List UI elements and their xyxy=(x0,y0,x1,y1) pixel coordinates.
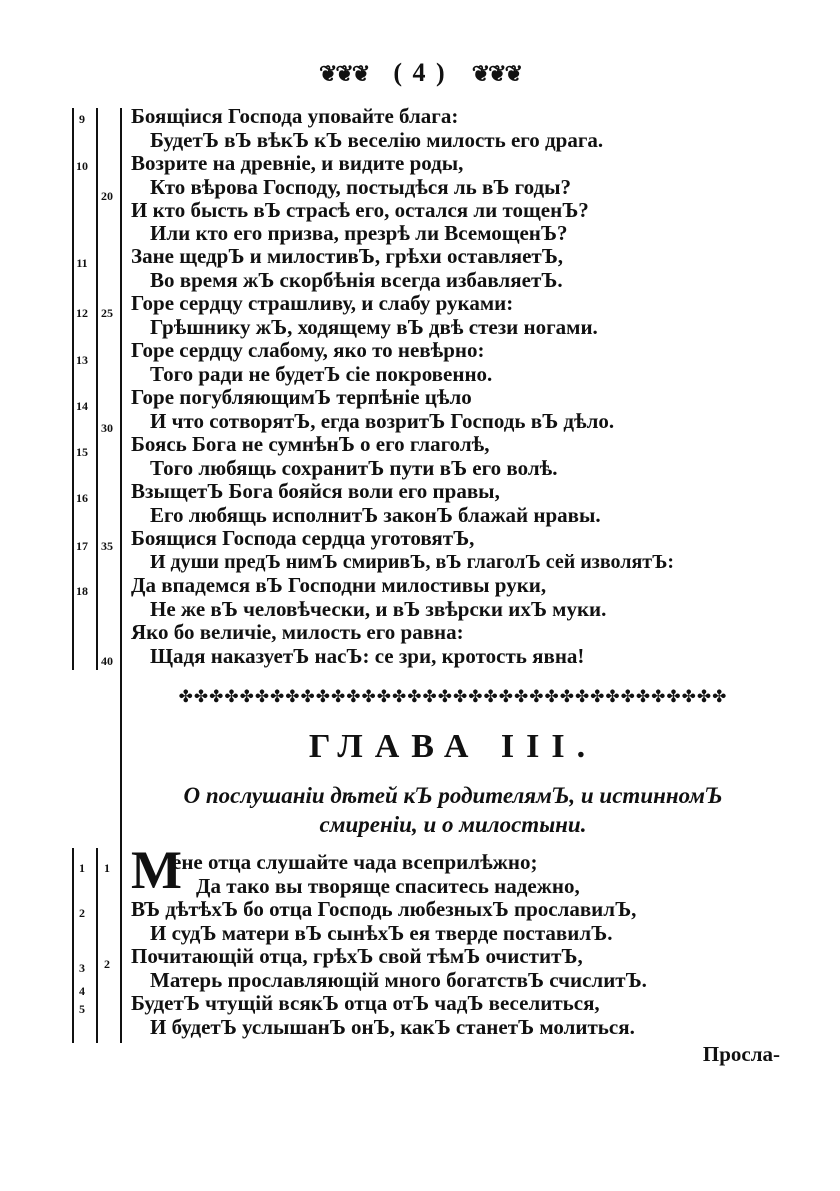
poem-line: И что сотворятЪ, егда возритЪ Господь вЪ дѣло. xyxy=(150,409,615,433)
drop-capital: М xyxy=(131,840,182,900)
verse-number: 3 xyxy=(79,961,85,975)
chapter-line: Почитающій отца, грѣхЪ свой тѣмЪ очиститЪ, xyxy=(131,944,583,968)
chapter-subtitle-line1: О послушаніи дѣтей кЪ родителямЪ, и истинномЪ xyxy=(183,783,723,808)
verse-number: 14 xyxy=(76,399,88,413)
poem-line: БудетЪ вЪ вѣкЪ кЪ веселію милость его драга. xyxy=(150,128,604,152)
verse-number: 9 xyxy=(79,112,85,126)
line-number: 40 xyxy=(101,654,113,668)
poem-line: Возрите на древніе, и видите роды, xyxy=(131,151,464,175)
verse-number: 13 xyxy=(76,353,88,367)
poem-line: Боясь Бога не сумнѣнЪ о его глаголѣ, xyxy=(131,432,490,456)
verse-number: 18 xyxy=(76,584,88,598)
chapter-title: ГЛАВА III. xyxy=(308,728,598,765)
poem-line: Кто вѣрова Господу, постыдѣся ль вЪ годы? xyxy=(150,175,572,199)
page-header xyxy=(0,58,840,88)
poem-line: Яко бо величіе, милость его равна: xyxy=(131,620,464,644)
verse-number: 2 xyxy=(79,906,85,920)
line-number: 1 xyxy=(104,861,110,875)
line-number: 2 xyxy=(104,957,110,971)
verse-number: 11 xyxy=(76,256,88,270)
poem-line: Во время жЪ скорбѣнія всегда избавляетЪ. xyxy=(150,268,563,292)
poem-line: Того ради не будетЪ сіе покровенно. xyxy=(150,362,493,386)
poem-line: И души предЪ нимЪ смиривЪ, вЪ глаголЪ сей изволятЪ: xyxy=(150,551,675,573)
poem-line: Боящіися Господа уповайте блага: xyxy=(131,104,459,128)
verse-number: 1 xyxy=(79,861,85,875)
chapter-line: И будетЪ услышанЪ онЪ, какЪ станетЪ молиться. xyxy=(150,1015,635,1039)
verse-number: 5 xyxy=(79,1002,85,1016)
poem-line: Зане щедрЪ и милостивЪ, грѣхи оставляетЪ, xyxy=(131,244,564,268)
ornamental-divider: ✤✤✤✤✤✤✤✤✤✤✤✤✤✤✤✤✤✤✤✤✤✤✤✤✤✤✤✤✤✤✤✤✤✤✤✤ xyxy=(178,687,728,707)
chapter-line: ене отца слушайте чада всеприлѣжно; xyxy=(172,850,538,874)
chapter-line: БудетЪ чтущій всякЪ отца отЪ чадЪ веселиться, xyxy=(131,991,600,1015)
verse-number: 10 xyxy=(76,159,88,173)
line-number: 25 xyxy=(101,306,113,320)
header-ornament-left: ❦❦❦ xyxy=(318,61,369,87)
poem-line: Да впадемся вЪ Господни милостивы руки, xyxy=(131,573,547,597)
poem-line: Или кто его призва, презрѣ ли ВсемощенЪ? xyxy=(150,221,568,245)
poem-line: И кто бысть вЪ страсѣ его, остался ли тощенЪ? xyxy=(131,198,589,222)
verse-number: 12 xyxy=(76,306,88,320)
verse-number: 16 xyxy=(76,491,88,505)
header-ornament-right: ❦❦❦ xyxy=(471,61,522,87)
verse-number: 15 xyxy=(76,445,88,459)
poem-line: Того любящь сохранитЪ пути вЪ его волѣ. xyxy=(150,456,558,480)
chapter-subtitle-line2: смиреніи, и о милостыни. xyxy=(319,812,587,837)
catchword: Просла- xyxy=(702,1042,780,1066)
poem-line: ВзыщетЪ Бога бояйся воли его правы, xyxy=(131,479,500,503)
line-number: 30 xyxy=(101,421,113,435)
verse-number: 17 xyxy=(76,539,88,553)
poem-line: Щадя наказуетЪ насЪ: се зри, кротость явна! xyxy=(150,644,585,668)
chapter-line: И судЪ матери вЪ сынѣхЪ ея тверде поставилЪ. xyxy=(150,921,613,945)
line-number: 35 xyxy=(101,539,113,553)
margin-rule xyxy=(96,848,98,1043)
poem-line: Грѣшнику жЪ, ходящему вЪ двѣ стези ногами. xyxy=(150,315,598,339)
line-number: 20 xyxy=(101,189,113,203)
verse-number: 4 xyxy=(79,984,85,998)
page-number: ( 4 ) xyxy=(393,58,447,87)
chapter-line: ВЪ дѣтѣхЪ бо отца Господь любезныхЪ прославилЪ, xyxy=(131,897,637,921)
margin-rule xyxy=(120,108,122,1043)
poem-line: Его любящь исполнитЪ законЪ блажай нравы. xyxy=(150,503,601,527)
chapter-line: Матерь прославляющій много богатствЪ счислитЪ. xyxy=(150,968,647,992)
poem-line: Горе сердцу слабому, яко то невѣрно: xyxy=(131,338,485,362)
poem-line: Горе погубляющимЪ терпѣніе цѣло xyxy=(131,385,472,409)
poem-line: Горе сердцу страшливу, и слабу руками: xyxy=(131,291,514,315)
poem-line: Не же вЪ человѣчески, и вЪ звѣрски ихЪ муки. xyxy=(150,597,607,621)
chapter-line: Да тако вы творяще спаситесь надежно, xyxy=(196,874,580,898)
poem-line: Боящися Господа сердца уготовятЪ, xyxy=(131,526,475,550)
